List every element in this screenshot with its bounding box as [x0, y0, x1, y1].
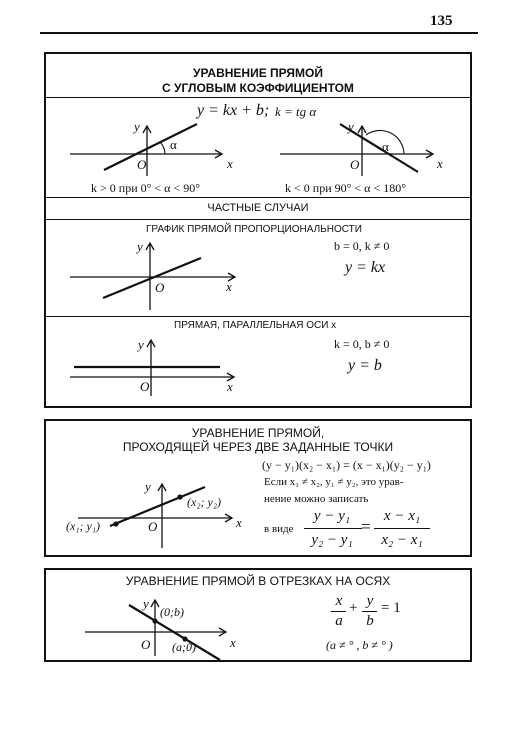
y-intercept-point — [152, 618, 157, 623]
point-2-label: (x₂; y₂) — [187, 495, 221, 509]
right-origin-label: O — [350, 157, 360, 172]
case2-formula: y = b — [348, 357, 382, 374]
box2-y-label: y — [145, 479, 151, 494]
y-intercept-label: (0;b) — [160, 605, 184, 619]
left-origin-label: O — [137, 157, 147, 172]
case1-formula: y = kx — [345, 259, 386, 276]
left-graph-caption: k > 0 при 0° < α < 90° — [91, 181, 201, 195]
case2-x-label: x — [227, 379, 233, 394]
right-y-label: y — [348, 119, 354, 134]
special-cases-heading: ЧАСТНЫЕ СЛУЧАИ — [207, 202, 309, 214]
right-fraction-numerator: x − x₁ — [383, 508, 421, 524]
case1-origin-label: O — [155, 280, 165, 295]
box2-origin-label: O — [148, 519, 158, 534]
slope-formula: y = kx + b; — [197, 102, 270, 119]
right-graph-caption: k < 0 при 90° < α < 180° — [285, 181, 407, 195]
x-over-a-denominator: a — [335, 613, 343, 629]
box3-y-label: y — [143, 596, 149, 611]
case1-title: ГРАФИК ПРЯМОЙ ПРОПОРЦИОНАЛЬНОСТИ — [146, 224, 362, 235]
page-number: 135 — [430, 13, 453, 29]
intercept-condition: (a ≠ ° , b ≠ ° ) — [326, 638, 393, 652]
two-point-formula: (y − y₁)(x₂ − x₁) = (x − x₁)(y₂ − y₁) — [262, 458, 431, 472]
y-over-b-numerator: y — [366, 593, 374, 609]
condition-text-line2: нение можно записать — [264, 493, 369, 505]
equals-one: = 1 — [381, 600, 401, 616]
box1-title-line1: УРАВНЕНИЕ ПРЯМОЙ — [193, 66, 323, 80]
y-over-b-denominator: b — [366, 613, 374, 629]
box3-origin-label: O — [141, 637, 151, 652]
case1-condition: b = 0, k ≠ 0 — [334, 239, 390, 253]
box2-title-line1: УРАВНЕНИЕ ПРЯМОЙ, — [191, 426, 325, 440]
case2-title: ПРЯМАЯ, ПАРАЛЛЕЛЬНАЯ ОСИ x — [174, 320, 337, 331]
case2-origin-label: O — [140, 379, 150, 394]
left-fraction-numerator: y − y₁ — [313, 508, 351, 524]
x-intercept-label: (a;0) — [172, 640, 196, 654]
box3-title: УРАВНЕНИЕ ПРЯМОЙ В ОТРЕЗКАХ НА ОСЯХ — [125, 574, 391, 588]
case2-y-label: y — [138, 337, 144, 352]
left-x-label: x — [227, 156, 233, 171]
fraction-equals: = — [361, 517, 371, 536]
point-1-label: (x₁; y₁) — [66, 519, 100, 533]
case2-condition: k = 0, b ≠ 0 — [334, 337, 390, 351]
left-angle-label: α — [170, 137, 177, 152]
left-fraction-denominator: y₂ − y₁ — [311, 532, 353, 548]
plus-sign: + — [349, 600, 358, 616]
box2-x-label: x — [236, 515, 242, 530]
box2-title-line2: ПРОХОДЯЩЕЙ ЧЕРЕЗ ДВЕ ЗАДАННЫЕ ТОЧКИ — [122, 440, 394, 454]
in-form-label: в виде — [264, 523, 294, 535]
right-angle-label: α — [382, 139, 389, 154]
condition-text-line1: Если x₁ ≠ x₂, y₁ ≠ y₂, это урав- — [264, 476, 404, 488]
k-definition: k = tg α — [275, 104, 317, 119]
case1-y-label: y — [137, 239, 143, 254]
left-y-label: y — [134, 119, 140, 134]
case1-x-label: x — [226, 279, 232, 294]
x-over-a-numerator: x — [335, 593, 343, 609]
right-x-label: x — [437, 156, 443, 171]
box3-x-label: x — [230, 635, 236, 650]
right-fraction-denominator: x₂ − x₁ — [381, 532, 423, 548]
box1-title-line2: С УГЛОВЫМ КОЭФФИЦИЕНТОМ — [162, 81, 354, 95]
